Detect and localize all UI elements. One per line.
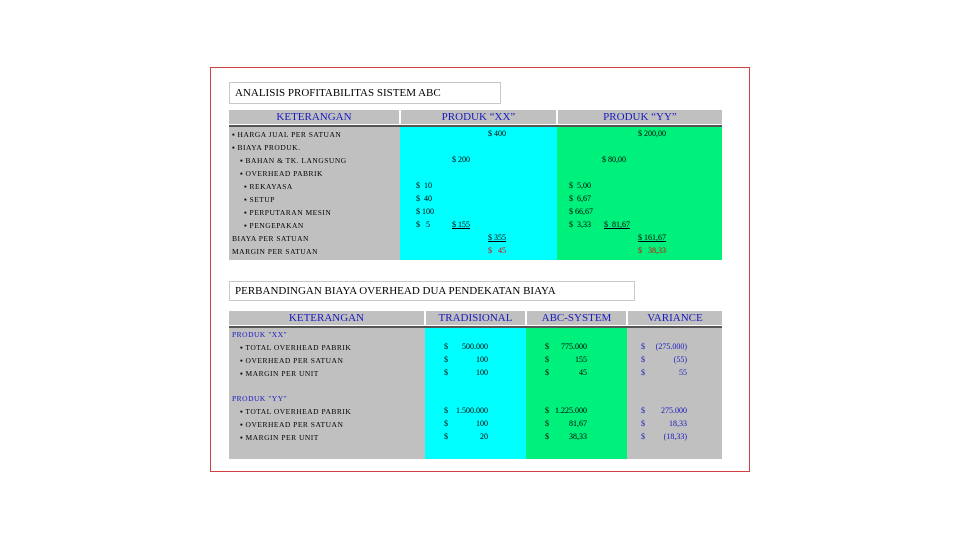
s2-xx-tradisional-values: 500.000 100 100 <box>462 342 488 377</box>
s1-yy-rekayasa: $ 5,00 <box>569 181 591 190</box>
s1-label-bahan-tk: ▪ BAHAN & TK. LANGSUNG <box>240 156 347 165</box>
s2-header-keterangan: KETERANGAN <box>229 311 424 325</box>
s1-yy-biaya-per-satuan: $ 161,67 <box>638 233 666 242</box>
s1-xx-overhead-total: $ 155 <box>452 220 470 229</box>
s2-xx-abc-values: 775.000 155 45 <box>561 342 587 377</box>
s2-xx-abc-dollars: $ $ $ <box>545 342 549 377</box>
s2-xx-variance-values: (275.000) (55) 55 <box>655 342 687 377</box>
s1-yy-setup: $ 6,67 <box>569 194 591 203</box>
s1-xx-margin: $ 45 <box>488 246 506 255</box>
s2-yy-margin-label: ▪ MARGIN PER UNIT <box>240 433 319 442</box>
s1-xx-rekayasa: $ 10 <box>416 181 432 190</box>
s1-label-biaya-produk: ▪ BIAYA PRODUK. <box>232 143 301 152</box>
s1-xx-bahan-tk: $ 200 <box>452 155 470 164</box>
s1-header-yy: PRODUK “YY” <box>558 110 722 124</box>
s1-xx-biaya-per-satuan: $ 355 <box>488 233 506 242</box>
s2-yy-abc-dollars: $ $ $ <box>545 406 549 441</box>
s2-yy-variance-values: 275.000 18,33 (18,33) <box>661 406 687 441</box>
s1-yy-overhead-total: $ 81,67 <box>604 220 630 229</box>
s1-label-margin: MARGIN PER SATUAN <box>232 247 319 256</box>
s2-yy-overhead-satuan-label: ▪ OVERHEAD PER SATUAN <box>240 420 344 429</box>
s1-xx-setup: $ 40 <box>416 194 432 203</box>
s2-yy-variance-dollars: $ $ $ <box>641 406 645 441</box>
s1-yy-harga-jual: $ 200,00 <box>638 129 666 138</box>
s1-label-biaya-per-satuan: BIAYA PER SATUAN <box>232 234 309 243</box>
s1-xx-harga-jual: $ 400 <box>488 129 506 138</box>
s2-xx-margin-label: ▪ MARGIN PER UNIT <box>240 369 319 378</box>
s1-label-rekayasa: ▪ REKAYASA <box>244 182 293 191</box>
s1-header-keterangan: KETERANGAN <box>229 110 399 124</box>
s1-label-pengepakan: ▪ PENGEPAKAN <box>244 221 304 230</box>
s2-header-variance: VARIANCE <box>628 311 722 325</box>
s1-yy-pengepakan: $ 3,33 <box>569 220 591 229</box>
section2-title: PERBANDINGAN BIAYA OVERHEAD DUA PENDEKATAN BIAYA <box>229 281 635 301</box>
s2-xx-overhead-satuan-label: ▪ OVERHEAD PER SATUAN <box>240 356 344 365</box>
s1-header-xx: PRODUK “XX” <box>401 110 556 124</box>
s2-group-yy-title: PRODUK "YY" <box>232 394 288 403</box>
section1-title: ANALISIS PROFITABILITAS SISTEM ABC <box>229 82 501 104</box>
s1-yy-perputaran: $ 66,67 <box>569 207 593 216</box>
s1-label-setup: ▪ SETUP <box>244 195 275 204</box>
s1-xx-perputaran: $ 100 <box>416 207 434 216</box>
s2-xx-tradisional-dollars: $ $ $ <box>444 342 448 377</box>
s1-xx-pengepakan: $ 5 <box>416 220 430 229</box>
s1-yy-bahan-tk: $ 80,00 <box>602 155 626 164</box>
s1-yy-margin: $ 38,33 <box>638 246 666 255</box>
s1-label-harga-jual: ▪ HARGA JUAL PER SATUAN <box>232 130 342 139</box>
s2-xx-total-overhead-label: ▪ TOTAL OVERHEAD PABRIK <box>240 343 352 352</box>
s2-yy-abc-values: 1.225.000 81,67 38,33 <box>555 406 587 441</box>
s2-group-xx-title: PRODUK "XX" <box>232 330 288 339</box>
s1-label-overhead: ▪ OVERHEAD PABRIK <box>240 169 323 178</box>
s2-yy-tradisional-values: 1.500.000 100 20 <box>456 406 488 441</box>
s2-xx-variance-dollars: $ $ $ <box>641 342 645 377</box>
s2-yy-tradisional-dollars: $ $ $ <box>444 406 448 441</box>
s2-yy-total-overhead-label: ▪ TOTAL OVERHEAD PABRIK <box>240 407 352 416</box>
s2-header-abc: ABC-SYSTEM <box>527 311 626 325</box>
s2-header-tradisional: TRADISIONAL <box>426 311 525 325</box>
s1-label-perputaran: ▪ PERPUTARAN MESIN <box>244 208 332 217</box>
